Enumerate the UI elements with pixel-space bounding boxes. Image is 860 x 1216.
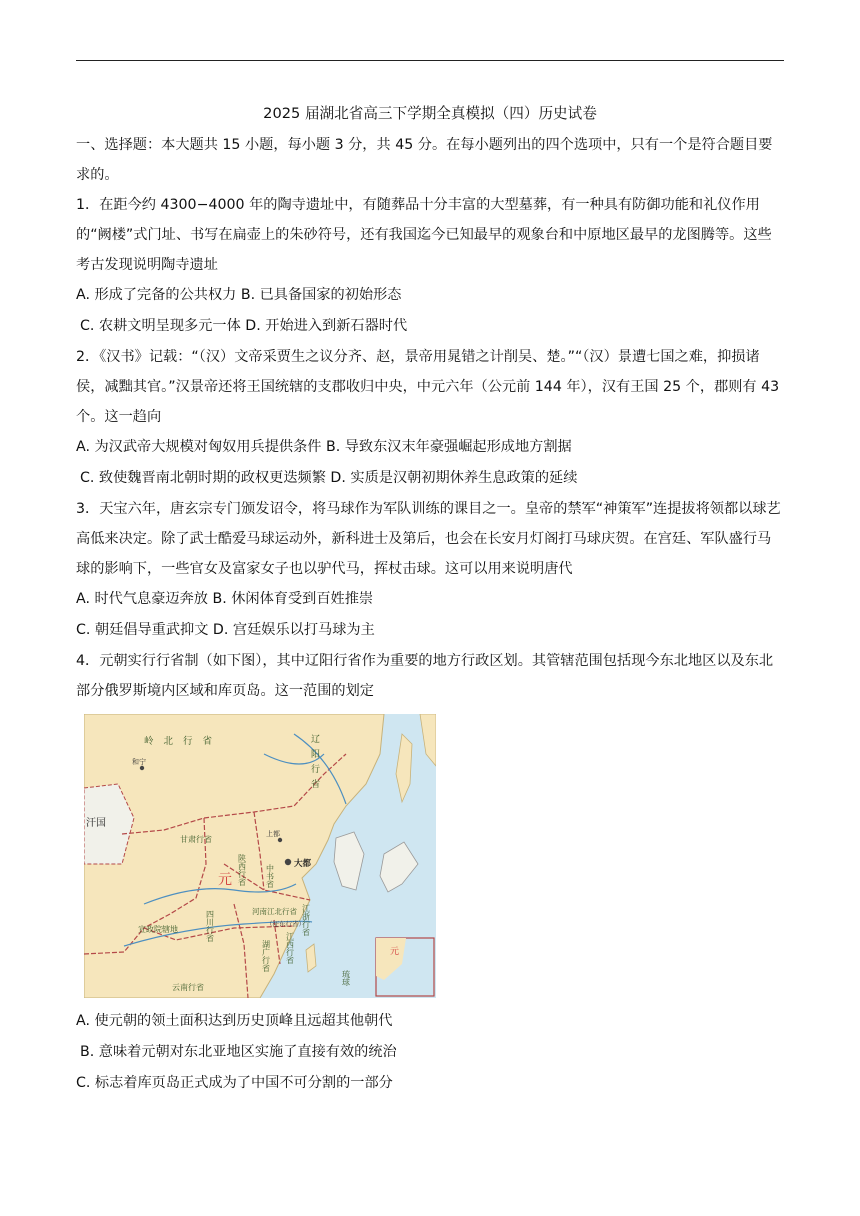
question-4 <box>76 646 784 1099</box>
option-line: C. 农耕文明呈现多元一体 D. 开始进入到新石器时代 <box>80 318 408 334</box>
label-zhongshu: 中书省 <box>265 864 275 888</box>
question-stem: 1．在距今约 4300−4000 年的陶寺遗址中，有随葬品十分丰富的大型墓葬，有一种具有防御功能和礼仪作用的“阙楼”式门址、书写在扁壶上的朱砂符号，还有我国迄今已知最早的观象台和中原地区最早的龙图腾等。这些考古发现说明陶寺遗址 <box>76 197 772 273</box>
question-1 <box>76 190 784 342</box>
option-line: C. 致使魏晋南北朝时期的政权更迭频繁 D. 实质是汉朝初期休养生息政策的延续 <box>80 470 578 486</box>
label-xuanzheng: 宣政院辖地 <box>138 925 178 934</box>
label-inset-yuan: 元 <box>390 947 400 957</box>
yuan-provinces-map <box>84 714 436 998</box>
question-stem: 2．《汉书》记载：“（汉）文帝采贾生之议分齐、赵，景帝用晁错之计削吴、楚。”“（汉）景遭七国之难，抑损诸侯，减黜其官。”汉景帝还将王国统辖的支郡收归中央，中元六年（公元前 144 年），汉有王国 25 个，郡则有 43 个。这一趋向 <box>76 349 780 425</box>
label-liaoyang: 辽阳行省 <box>309 734 319 794</box>
option-line: A. 时代气息豪迈奔放 B. 休闲体育受到百姓推崇 <box>76 591 374 607</box>
option-line: A. 为汉武帝大规模对匈奴用兵提供条件 B. 导致东汉末年豪强崛起形成地方割据 <box>76 439 572 455</box>
question-2 <box>76 342 784 494</box>
label-helin: 和宁 <box>132 758 146 766</box>
shangdu-marker <box>278 838 282 842</box>
label-jiangzhe: 江浙行省 <box>301 904 311 936</box>
label-jiangxi: 江西行省 <box>285 932 295 964</box>
label-zhengdong: （征东行省） <box>266 920 305 928</box>
question-stem: 3．天宝六年，唐玄宗专门颁发诏令，将马球作为军队训练的课目之一。皇帝的禁军“神策军”连提拔将领都以球艺高低来决定。除了武士酷爱马球运动外，新科进士及第后，也会在长安月灯阁打马球庆贺。在宫廷、军队盛行马球的影响下，一些官女及富家女子也以驴代马，挥杖击球。这可以用来说明唐代 <box>76 501 781 577</box>
label-henan: 河南江北行省 <box>252 907 297 916</box>
helin-marker <box>140 766 144 770</box>
label-shaanxi: 陕西行省 <box>237 854 247 886</box>
page-title: 2025 届湖北省高三下学期全真模拟（四）历史试卷 <box>263 105 597 122</box>
label-sichuan: 四川行省 <box>205 910 215 942</box>
option-line: A. 使元朝的领土面积达到历史顶峰且远超其他朝代 <box>76 1013 393 1029</box>
option-line: B. 意味着元朝对东北亚地区实施了直接有效的统治 <box>80 1044 397 1060</box>
label-khanate: 汗国 <box>86 818 106 829</box>
option-line: A. 形成了完备的公共权力 B. 已具备国家的初始形态 <box>76 287 402 303</box>
section-heading: 一、选择题：本大题共 15 小题，每小题 3 分，共 45 分。在每小题列出的四个选项中，只有一个是符合题目要求的。 <box>76 137 773 183</box>
label-gansu: 甘肃行省 <box>180 835 212 844</box>
label-huguang: 湖广行省 <box>261 940 271 972</box>
label-dadu: 大都 <box>294 859 312 869</box>
option-line: C. 标志着库页岛正式成为了中国不可分割的一部分 <box>76 1075 393 1091</box>
question-stem: 4．元朝实行行省制（如下图），其中辽阳行省作为重要的地方行政区划。其管辖范围包括现今东北地区以及东北部分俄罗斯境内区域和库页岛。这一范围的划定 <box>76 653 774 699</box>
map-svg <box>84 714 436 998</box>
label-liuqiu: 琉球 <box>341 970 351 986</box>
label-yunnan: 云南行省 <box>172 983 204 992</box>
question-3 <box>76 494 784 646</box>
exam-page <box>76 100 784 1099</box>
header-rule <box>76 60 784 61</box>
label-yuan: 元 <box>218 872 232 888</box>
label-shangdu: 上都 <box>266 830 280 838</box>
dadu-marker <box>285 859 291 865</box>
label-lingbei: 岭北行省 <box>144 736 223 747</box>
option-line: C. 朝廷倡导重武抑文 D. 宫廷娱乐以打马球为主 <box>76 622 375 638</box>
